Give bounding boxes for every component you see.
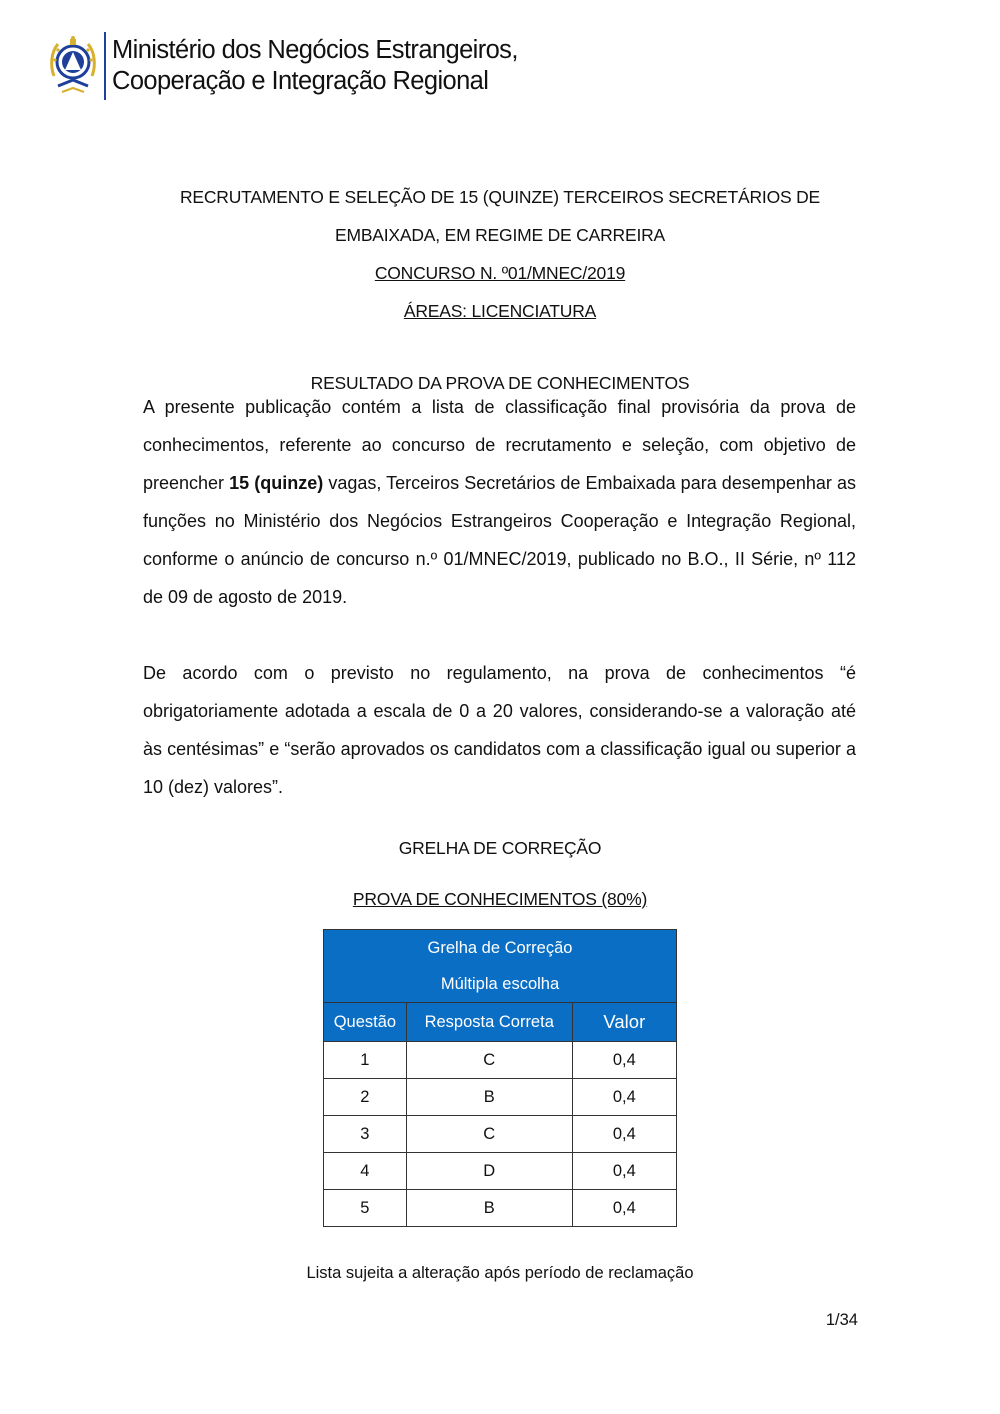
table-title-cell [324, 930, 677, 1003]
col-header-questao: Questão [324, 1003, 407, 1042]
cell-valor: 0,4 [572, 1190, 676, 1227]
ministry-name [112, 35, 518, 97]
correction-table [323, 929, 677, 1227]
areas-title-text: ÁREAS: LICENCIATURA [403, 301, 597, 321]
table-row [324, 1116, 677, 1153]
title-line-1: RECRUTAMENTO E SELEÇÃO DE 15 (QUINZE) TERCEIROS SECRETÁRIOS DE [179, 187, 821, 207]
title-line-2: EMBAIXADA, EM REGIME DE CARREIRA [334, 225, 666, 245]
cell-resposta: B [406, 1190, 572, 1227]
header-divider [104, 32, 106, 100]
cell-valor: 0,4 [572, 1153, 676, 1190]
col-header-valor: Valor [572, 1003, 676, 1042]
areas-title [100, 292, 900, 330]
ministry-line-1: Ministério dos Negócios Estrangeiros, [112, 36, 518, 64]
result-title: RESULTADO DA PROVA DE CONHECIMENTOS [310, 373, 690, 393]
regulation-text: De acordo com o previsto no regulamento, na prova de conhecimentos “é obrigatoriamente adotada a escala de 0 a 20 valores, considerando-se a valoração até às centésimas” e “serão aprovados os candidatos com a classificação igual ou superior a 10 (dez) valores”. [143, 663, 856, 797]
contest-number-text: CONCURSO N. º01/MNEC/2019 [374, 263, 626, 283]
cell-valor: 0,4 [572, 1116, 676, 1153]
regulation-paragraph [143, 654, 856, 806]
cell-resposta: B [406, 1079, 572, 1116]
prova-title: PROVA DE CONHECIMENTOS (80%) [352, 889, 648, 909]
intro-bold-vacancies: 15 (quinze) [229, 473, 324, 493]
table-row [324, 1190, 677, 1227]
coat-of-arms-icon [48, 30, 98, 102]
cell-valor: 0,4 [572, 1079, 676, 1116]
table-row [324, 1079, 677, 1116]
page-header [48, 30, 518, 102]
cell-valor: 0,4 [572, 1042, 676, 1079]
grelha-title: GRELHA DE CORREÇÃO [398, 838, 602, 858]
document-titles [100, 178, 900, 402]
intro-text-1: A presente publicação contém a lista de classificação final provisória da prova de conhecimentos, referente ao concurso de recrutamento e seleção, com objetivo de preencher [143, 397, 856, 493]
cell-questao: 3 [324, 1116, 407, 1153]
intro-text-2: vagas, Terceiros Secretários de Embaixada para desempenhar as funções no Ministério dos Negócios Estrangeiros Cooperação e Integração Regional, conforme o anúncio de concurso n.º 01/MNEC/2019, publicado no B.O., II Série, nº 112 de 09 de agosto de 2019. [143, 473, 856, 607]
cell-questao: 1 [324, 1042, 407, 1079]
table-header-row [324, 1003, 677, 1042]
cell-resposta: C [406, 1116, 572, 1153]
table-title-2: Múltipla escolha [440, 975, 560, 993]
footer-note: Lista sujeita a alteração após período de reclamação [306, 1264, 694, 1282]
cell-questao: 5 [324, 1190, 407, 1227]
contest-number [100, 254, 900, 292]
page-number: 1/34 [825, 1311, 858, 1329]
cell-questao: 2 [324, 1079, 407, 1116]
table-title-1: Grelha de Correção [427, 939, 573, 957]
table-row [324, 1042, 677, 1079]
cell-resposta: C [406, 1042, 572, 1079]
cell-resposta: D [406, 1153, 572, 1190]
ministry-line-2: Cooperação e Integração Regional [112, 67, 489, 95]
cell-questao: 4 [324, 1153, 407, 1190]
table-row [324, 1153, 677, 1190]
col-header-resposta: Resposta Correta [406, 1003, 572, 1042]
intro-paragraph [143, 388, 856, 616]
